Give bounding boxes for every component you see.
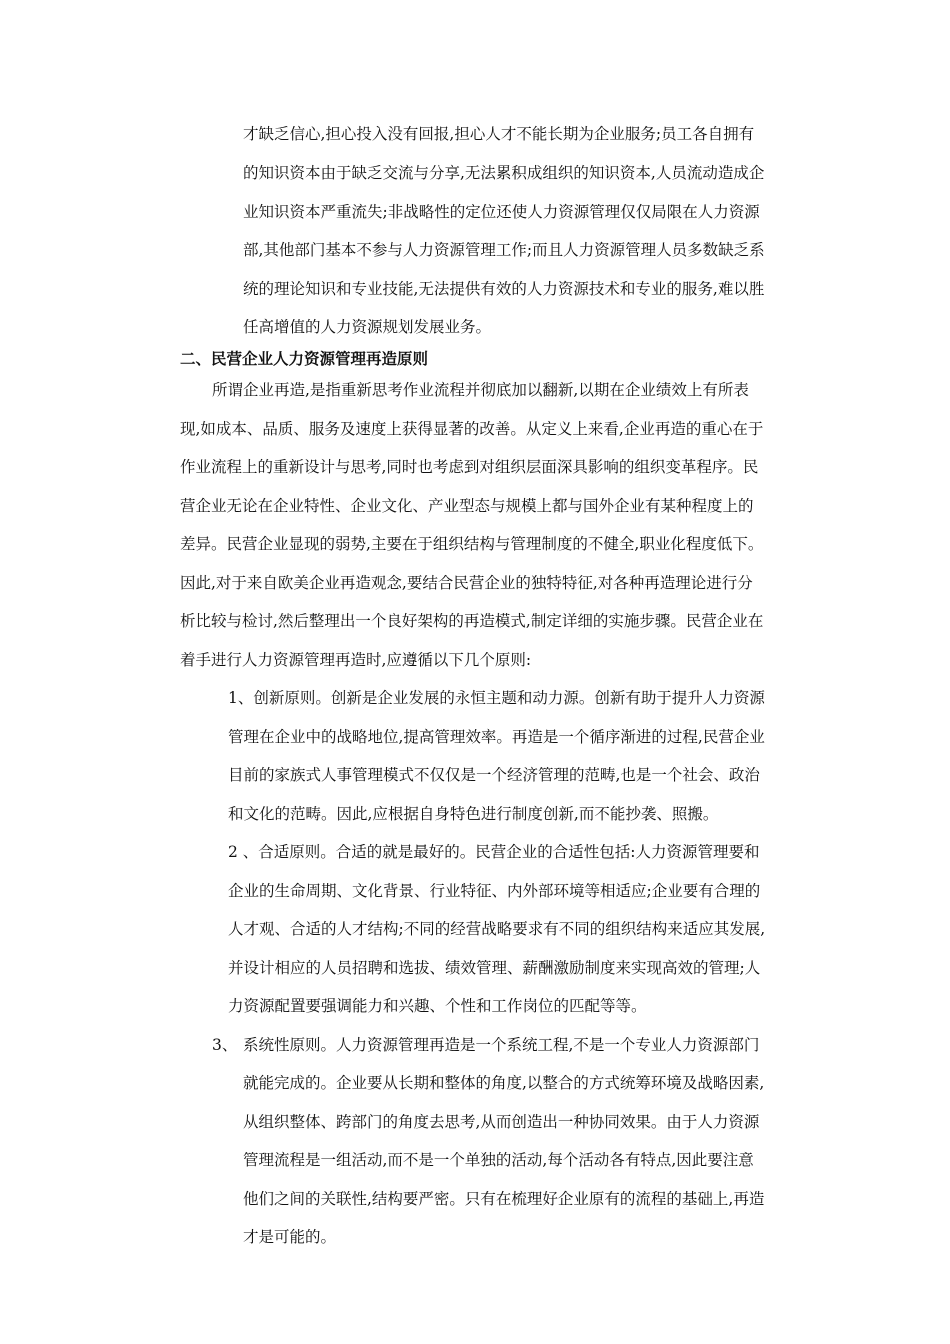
list-number: 3、 — [212, 1036, 238, 1054]
text-line: 目前的家族式人事管理模式不仅仅是一个经济管理的范畴,也是一个社会、政治 — [228, 766, 760, 784]
text-line: 和文化的范畴。因此,应根据自身特色进行制度创新,而不能抄袭、照搬。 — [228, 805, 719, 823]
text-line: 作业流程上的重新设计与思考,同时也考虑到对组织层面深具影响的组织变革程序。民 — [180, 458, 759, 476]
text-line: 的知识资本由于缺乏交流与分享,无法累积成组织的知识资本,人员流动造成企 — [243, 164, 765, 182]
text-line: 统的理论知识和专业技能,无法提供有效的人力资源技术和专业的服务,难以胜 — [243, 280, 765, 298]
section-heading: 二、民营企业人力资源管理再造原则 — [180, 349, 429, 368]
text-line: 管理流程是一组活动,而不是一个单独的活动,每个活动各有特点,因此要注意 — [243, 1151, 754, 1169]
text-line: 任高增值的人力资源规划发展业务。 — [243, 318, 492, 336]
text-line: 力资源配置要强调能力和兴趣、个性和工作岗位的匹配等等。 — [228, 997, 647, 1015]
text-line: 现,如成本、品质、服务及速度上获得显著的改善。从定义上来看,企业再造的重心在于 — [180, 420, 764, 438]
text-line: 着手进行人力资源管理再造时,应遵循以下几个原则: — [180, 651, 532, 669]
text-line: 从组织整体、跨部门的角度去思考,从而创造出一种协同效果。由于人力资源 — [243, 1113, 760, 1131]
text-line: 企业的生命周期、文化背景、行业特征、内外部环境等相适应;企业要有合理的 — [228, 882, 761, 900]
text-line: 所谓企业再造,是指重新思考作业流程并彻底加以翻新,以期在企业绩效上有所表 — [212, 381, 749, 399]
text-line: 营企业无论在企业特性、企业文化、产业型态与规模上都与国外企业有某种程度上的 — [180, 497, 754, 515]
text-line: 就能完成的。企业要从长期和整体的角度,以整合的方式统筹环境及战略因素, — [243, 1074, 765, 1092]
text-line: 他们之间的关联性,结构要严密。只有在梳理好企业原有的流程的基础上,再造 — [243, 1190, 765, 1208]
text-line: 1、创新原则。创新是企业发展的永恒主题和动力源。创新有助于提升人力资源 — [228, 689, 765, 707]
text-line: 才缺乏信心,担心投入没有回报,担心人才不能长期为企业服务;员工各自拥有 — [243, 125, 755, 143]
text-line: 业知识资本严重流失;非战略性的定位还使人力资源管理仅仅局限在人力资源 — [243, 203, 760, 221]
text-line: 人才观、合适的人才结构;不同的经营战略要求有不同的组织结构来适应其发展, — [228, 920, 766, 938]
text-line: 差异。民营企业显现的弱势,主要在于组织结构与管理制度的不健全,职业化程度低下。 — [180, 535, 764, 553]
text-line: 部,其他部门基本不参与人力资源管理工作;而且人力资源管理人员多数缺乏系 — [243, 241, 765, 259]
text-line: 系统性原则。人力资源管理再造是一个系统工程,不是一个专业人力资源部门 — [243, 1036, 760, 1054]
text-line: 管理在企业中的战略地位,提高管理效率。再造是一个循序渐进的过程,民营企业 — [228, 728, 765, 746]
text-line: 因此,对于来自欧美企业再造观念,要结合民营企业的独特特征,对各种再造理论进行分 — [180, 574, 753, 592]
text-line: 析比较与检讨,然后整理出一个良好架构的再造模式,制定详细的实施步骤。民营企业在 — [180, 612, 764, 630]
text-line: 2 、合适原则。合适的就是最好的。民营企业的合适性包括:人力资源管理要和 — [228, 843, 760, 861]
text-line: 才是可能的。 — [243, 1228, 337, 1246]
text-line: 并设计相应的人员招聘和选拔、绩效管理、薪酬激励制度来实现高效的管理;人 — [228, 959, 761, 977]
